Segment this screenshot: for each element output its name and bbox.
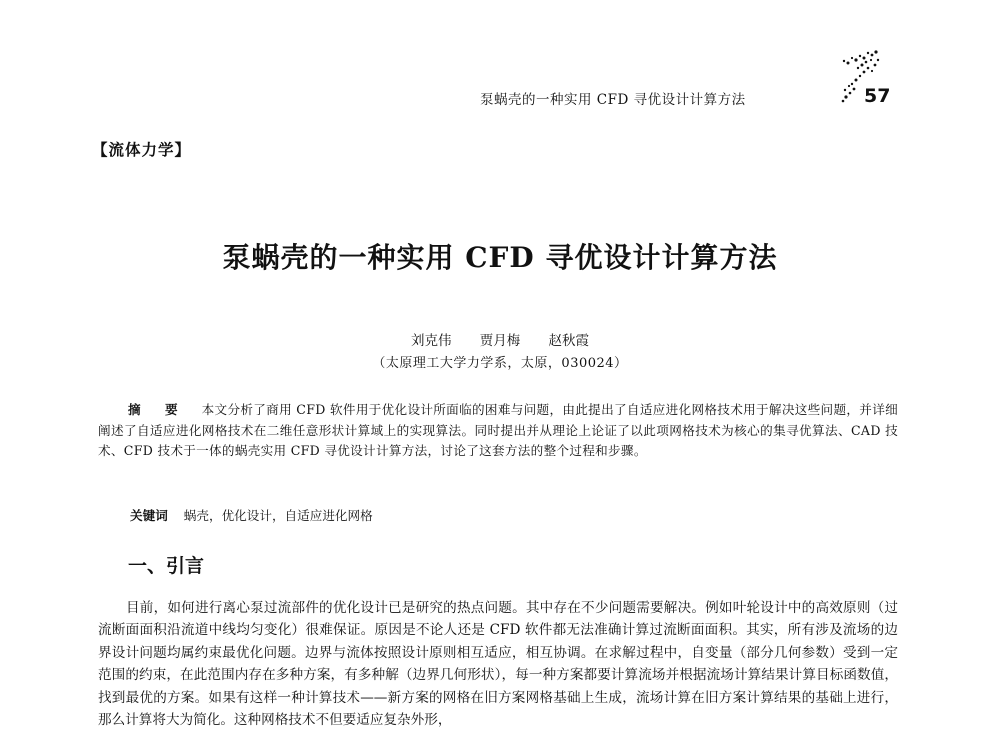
body-paragraph: 目前，如何进行离心泵过流部件的优化设计已是研究的热点问题。其中存在不少问题需要解决。例如叶轮设计中的高效原则（过流断面面积沿流道中线均匀变化）很难保证。原因是不论人还是 CFD 软件都无法准确计算过流断面面积。其实，所有涉及流场的边界设计问题均属约束最优化问题。边界与流体按照设计原则相互适应，相互协调。在求解过程中，自变量（部分几何参数）受到一定范围的约束，在此范围内存在多种方案，有多种解（边界几何形状），每一种方案都要计算流场并根据流场计算结果计算目标函数值，找到最优的方案。如果有这样一种计算技术——新方案的网格在旧方案网格基础上生成，流场计算在旧方案计算结果的基础上进行，那么计算将大为简化。这种网格技术不但要适应复杂外形， [98,600,898,729]
abstract-text: 本文分析了商用 CFD 软件用于优化设计所面临的困难与问题，由此提出了自适应进化网格技术用于解决这些问题，并详细阐述了自适应进化网格技术在二维任意形状计算域上的实现算法。同时提出并从理论上论证了以此项网格技术为核心的集寻优算法、CAD 技术、CFD 技术于一体的蜗壳实用 CFD 寻优设计计算方法，讨论了这套方法的整个过程和步骤。 [98,402,898,458]
keywords [130,505,373,524]
page-number: 57 [864,85,891,107]
abstract-label: 摘 要 [128,402,188,417]
running-title: 泵蜗壳的一种实用 CFD 寻优设计计算方法 [480,92,746,108]
affiliation: （太原理工大学力学系，太原，030024） [372,356,628,371]
keywords-text: 蜗壳，优化设计，自适应进化网格 [183,508,373,523]
section-heading: 一、引言 [128,555,205,577]
author-name: 赵秋霞 [548,333,590,349]
author-name: 贾月梅 [479,333,521,349]
section-tag: 【流体力学】 [92,140,192,159]
keywords-label: 关键词 [130,508,168,523]
paper-title: 泵蜗壳的一种实用 CFD 寻优设计计算方法 [222,241,778,274]
abstract [98,400,898,462]
running-header [480,86,920,112]
author-name: 刘克伟 [410,333,452,349]
author-list [0,329,1000,349]
